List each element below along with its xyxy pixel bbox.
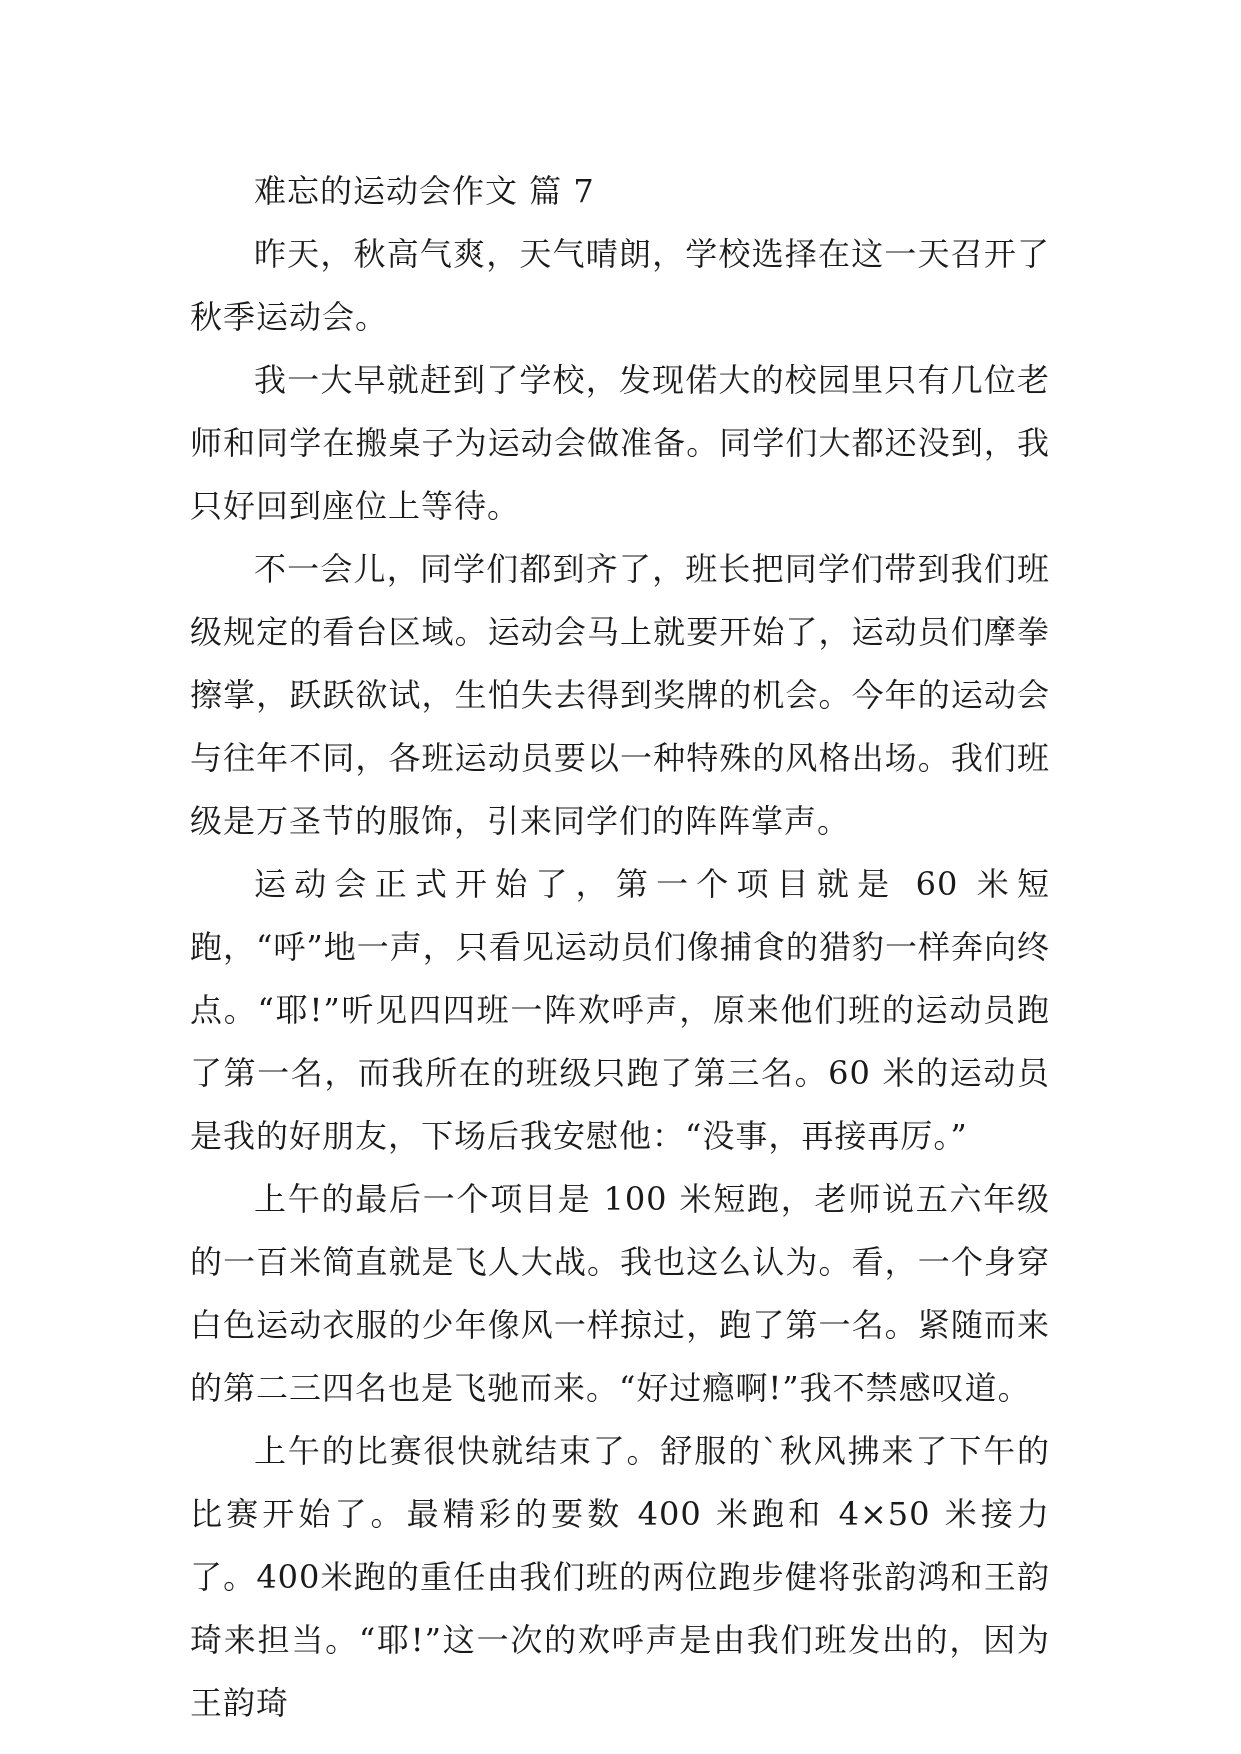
paragraph: 我一大早就赶到了学校，发现偌大的校园里只有几位老师和同学在搬桌子为运动会做准备。同学们大都还没到，我只好回到座位上等待。	[190, 361, 1050, 525]
paragraph: 上午的最后一个项目是 100 米短跑，老师说五六年级的一百米简直就是飞人大战。我也这么认为。看，一个身穿白色运动衣服的少年像风一样掠过，跑了第一名。紧随而来的第二三四名也是飞驰而来。“好过瘾啊!”我不禁感叹道。	[190, 1180, 1050, 1407]
paragraph: 上午的比赛很快就结束了。舒服的`秋风拂来了下午的比赛开始了。最精彩的要数 400 米跑和 4×50 米接力了。400米跑的重任由我们班的两位跑步健将张韵鸿和王韵琦来担当。“耶!”这一次的欢呼声是由我们班发出的，因为王韵琦	[190, 1432, 1050, 1722]
document-body	[190, 160, 1050, 1735]
paragraph: 运动会正式开始了，第一个项目就是 60 米短跑，“呼”地一声，只看见运动员们像捕食的猎豹一样奔向终点。“耶!”听见四四班一阵欢呼声，原来他们班的运动员跑了第一名，而我所在的班级只跑了第三名。60 米的运动员是我的好朋友，下场后我安慰他：“没事，再接再厉。”	[190, 865, 1050, 1155]
paragraph: 不一会儿，同学们都到齐了，班长把同学们带到我们班级规定的看台区域。运动会马上就要开始了，运动员们摩拳擦掌，跃跃欲试，生怕失去得到奖牌的机会。今年的运动会与往年不同，各班运动员要以一种特殊的风格出场。我们班级是万圣节的服饰，引来同学们的阵阵掌声。	[190, 550, 1050, 840]
paragraph: 昨天，秋高气爽，天气晴朗，学校选择在这一天召开了秋季运动会。	[190, 235, 1050, 336]
document-title: 难忘的运动会作文 篇 7	[254, 172, 595, 210]
